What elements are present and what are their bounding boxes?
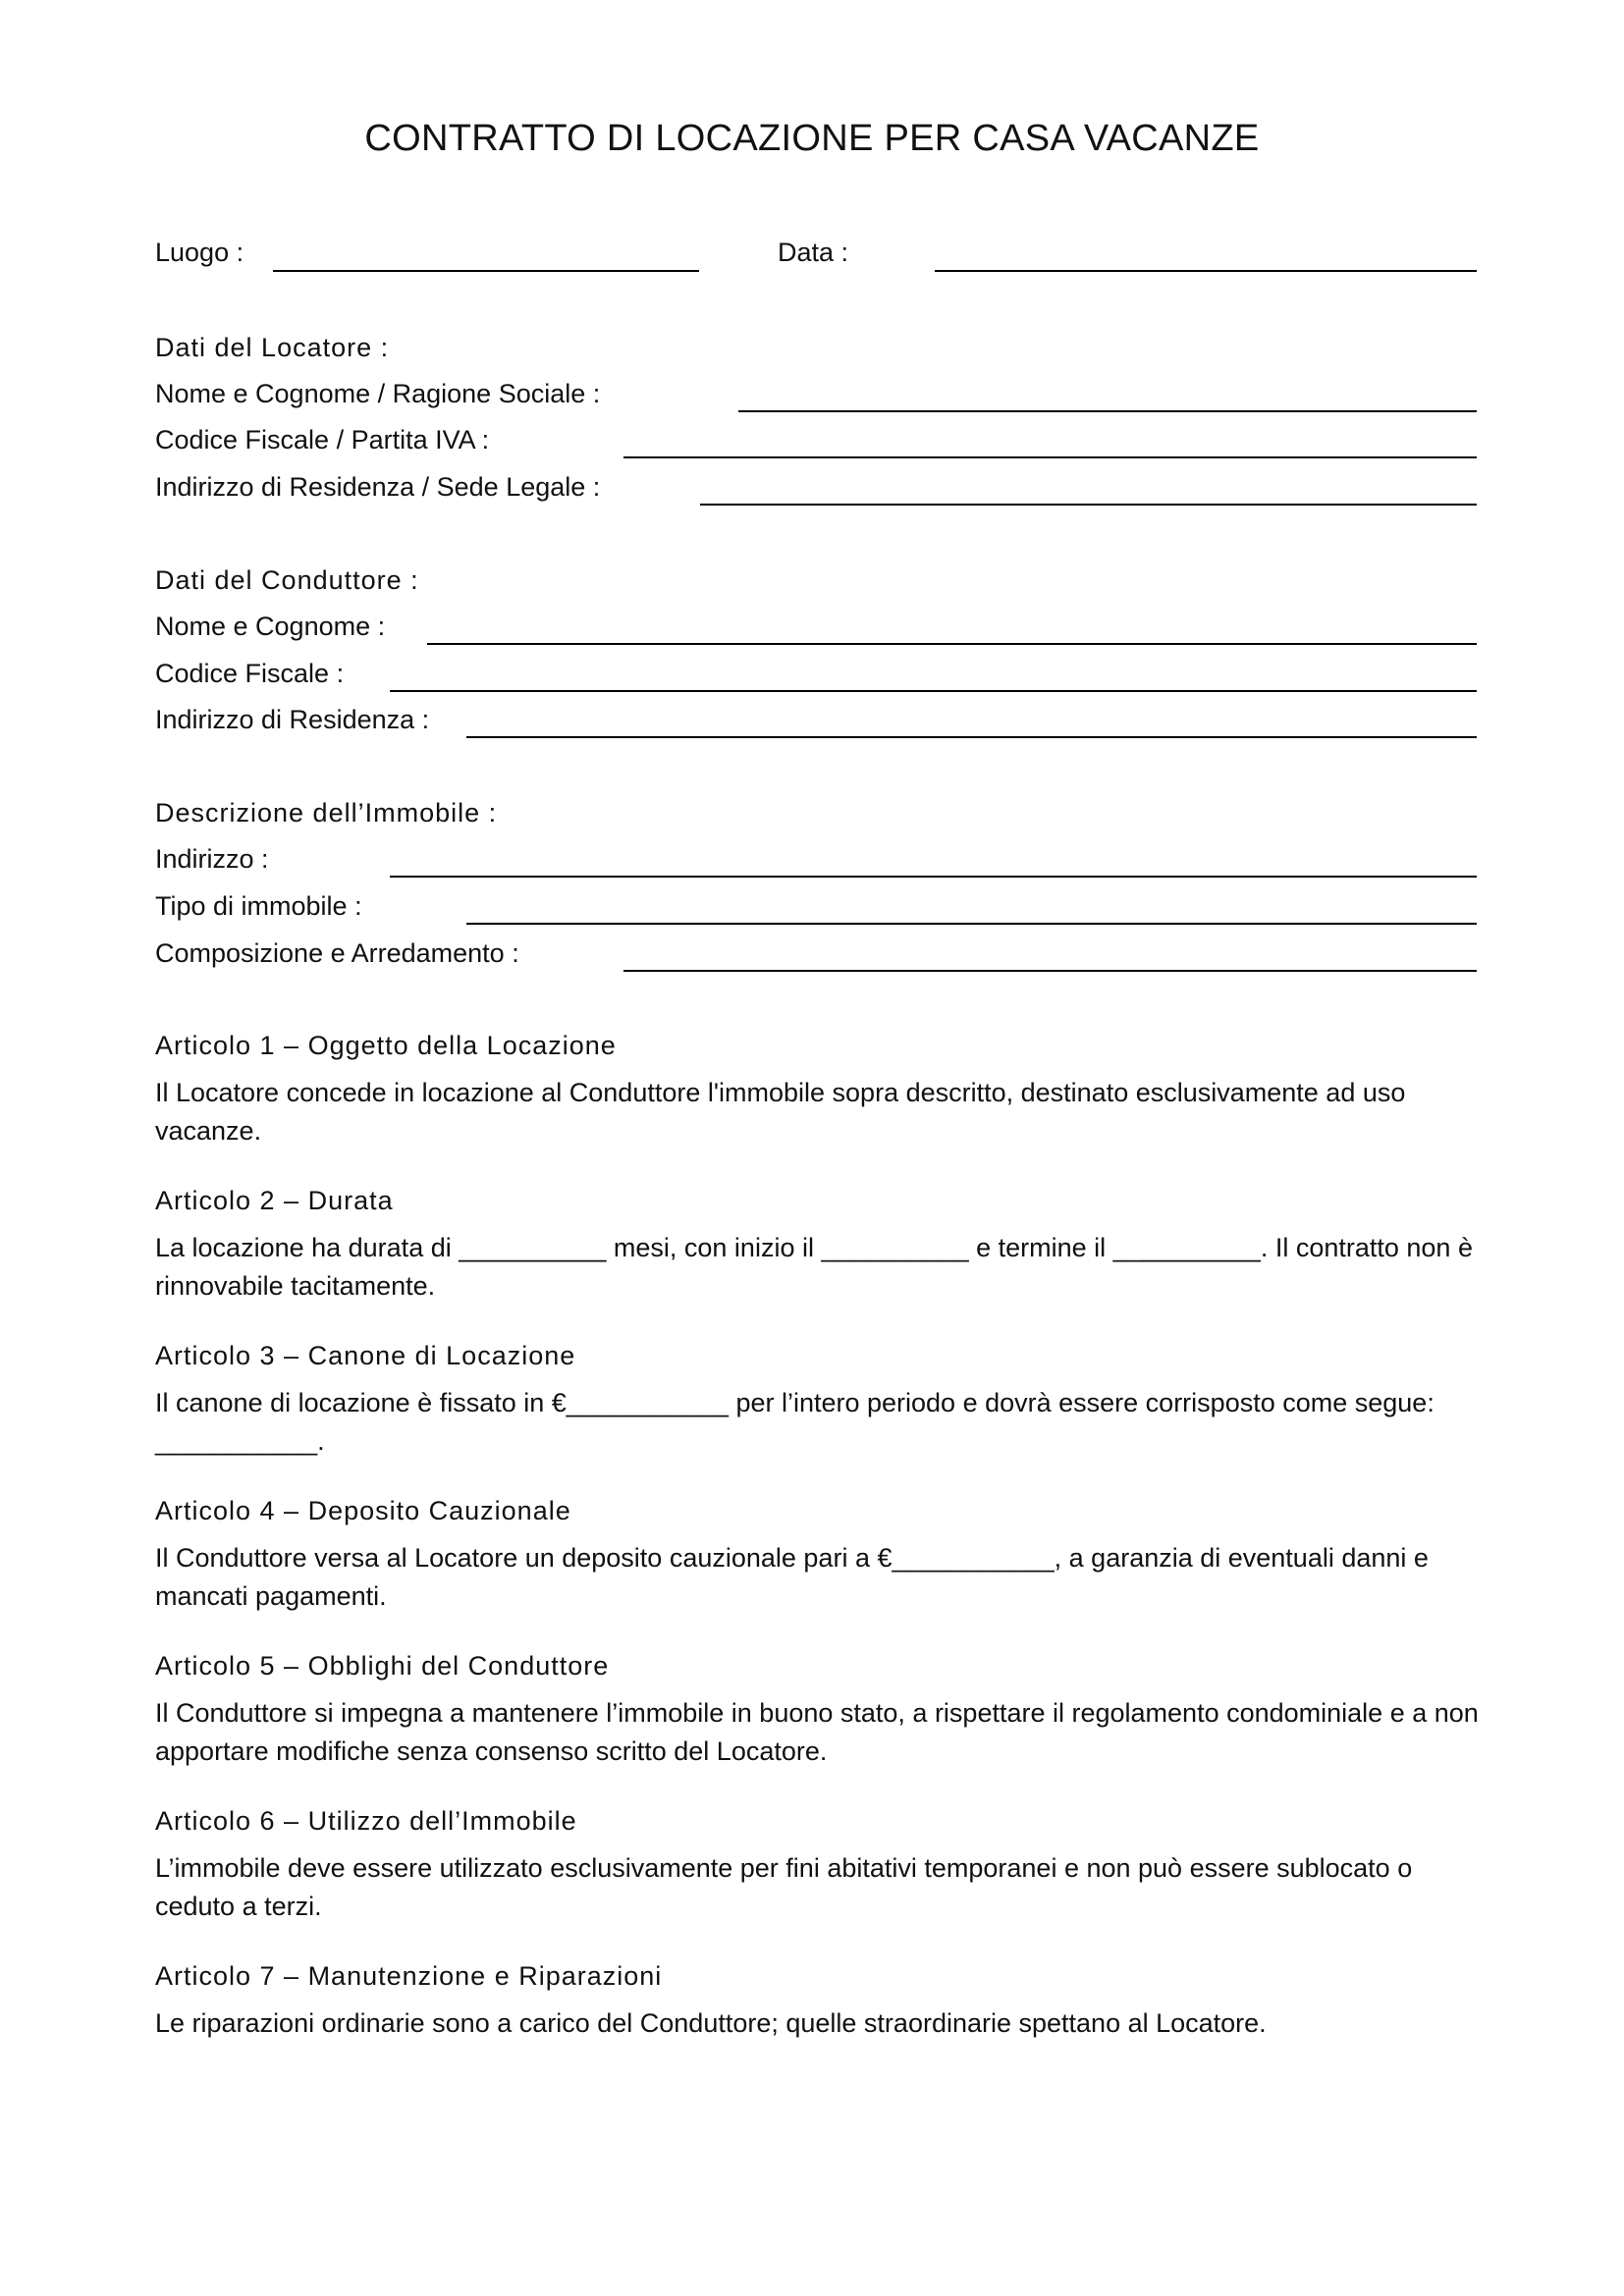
document-title: CONTRATTO DI LOCAZIONE PER CASA VACANZE: [364, 118, 1260, 159]
locatore-indirizzo-field[interactable]: [700, 504, 1477, 506]
conduttore-indirizzo-field[interactable]: [466, 736, 1477, 738]
article-6-heading: Articolo 6 – Utilizzo dell’Immobile: [155, 1806, 577, 1836]
luogo-field[interactable]: [273, 270, 699, 272]
conduttore-indirizzo-label: Indirizzo di Residenza :: [155, 705, 430, 734]
article-1-heading: Articolo 1 – Oggetto della Locazione: [155, 1031, 617, 1060]
luogo-label: Luogo :: [155, 238, 244, 267]
article-4-heading: Articolo 4 – Deposito Cauzionale: [155, 1496, 571, 1525]
immobile-tipo-field[interactable]: [466, 923, 1477, 925]
article-3-heading: Articolo 3 – Canone di Locazione: [155, 1341, 576, 1370]
locatore-heading: Dati del Locatore :: [155, 333, 390, 362]
locatore-cf-field[interactable]: [623, 456, 1477, 458]
conduttore-nome-field[interactable]: [427, 643, 1477, 645]
article-6-text: L’immobile deve essere utilizzato esclusivamente per fini abitativi temporanei e non può essere sublocato o ceduto a terzi.: [155, 1853, 1413, 1921]
conduttore-cf-label: Codice Fiscale :: [155, 659, 345, 688]
conduttore-cf-field[interactable]: [390, 690, 1477, 692]
locatore-nome-field[interactable]: [738, 410, 1477, 412]
immobile-composizione-field[interactable]: [623, 970, 1477, 972]
article-3-text: Il canone di locazione è fissato in €___________ per l’intero periodo e dovrà essere corrisposto come segue: ___________.: [155, 1388, 1435, 1456]
article-5-heading: Articolo 5 – Obblighi del Conduttore: [155, 1651, 610, 1681]
article-2-text: La locazione ha durata di __________ mesi, con inizio il __________ e termine il __________. Il contratto non è rinnovabile tacitamente.: [155, 1233, 1473, 1301]
data-label: Data :: [778, 238, 849, 267]
data-field[interactable]: [935, 270, 1477, 272]
immobile-indirizzo-field[interactable]: [390, 876, 1477, 878]
conduttore-heading: Dati del Conduttore :: [155, 565, 419, 595]
article-1-text: Il Locatore concede in locazione al Conduttore l'immobile sopra descritto, destinato esclusivamente ad uso vacanze.: [155, 1078, 1406, 1146]
immobile-tipo-label: Tipo di immobile :: [155, 891, 362, 921]
immobile-indirizzo-label: Indirizzo :: [155, 844, 269, 874]
article-7-heading: Articolo 7 – Manutenzione e Riparazioni: [155, 1961, 663, 1991]
locatore-nome-label: Nome e Cognome / Ragione Sociale :: [155, 379, 601, 408]
article-5-text: Il Conduttore si impegna a mantenere l’immobile in buono stato, a rispettare il regolamento condominiale e a non apportare modifiche senza consenso scritto del Locatore.: [155, 1698, 1479, 1766]
article-4-text: Il Conduttore versa al Locatore un deposito cauzionale pari a €___________, a garanzia di eventuali danni e mancati pagamenti.: [155, 1543, 1429, 1611]
article-7-text: Le riparazioni ordinarie sono a carico del Conduttore; quelle straordinarie spettano al Locatore.: [155, 2008, 1267, 2038]
immobile-composizione-label: Composizione e Arredamento :: [155, 938, 519, 968]
locatore-cf-label: Codice Fiscale / Partita IVA :: [155, 425, 490, 454]
article-2-heading: Articolo 2 – Durata: [155, 1186, 394, 1215]
conduttore-nome-label: Nome e Cognome :: [155, 612, 386, 641]
immobile-heading: Descrizione dell’Immobile :: [155, 798, 498, 828]
locatore-indirizzo-label: Indirizzo di Residenza / Sede Legale :: [155, 472, 601, 502]
